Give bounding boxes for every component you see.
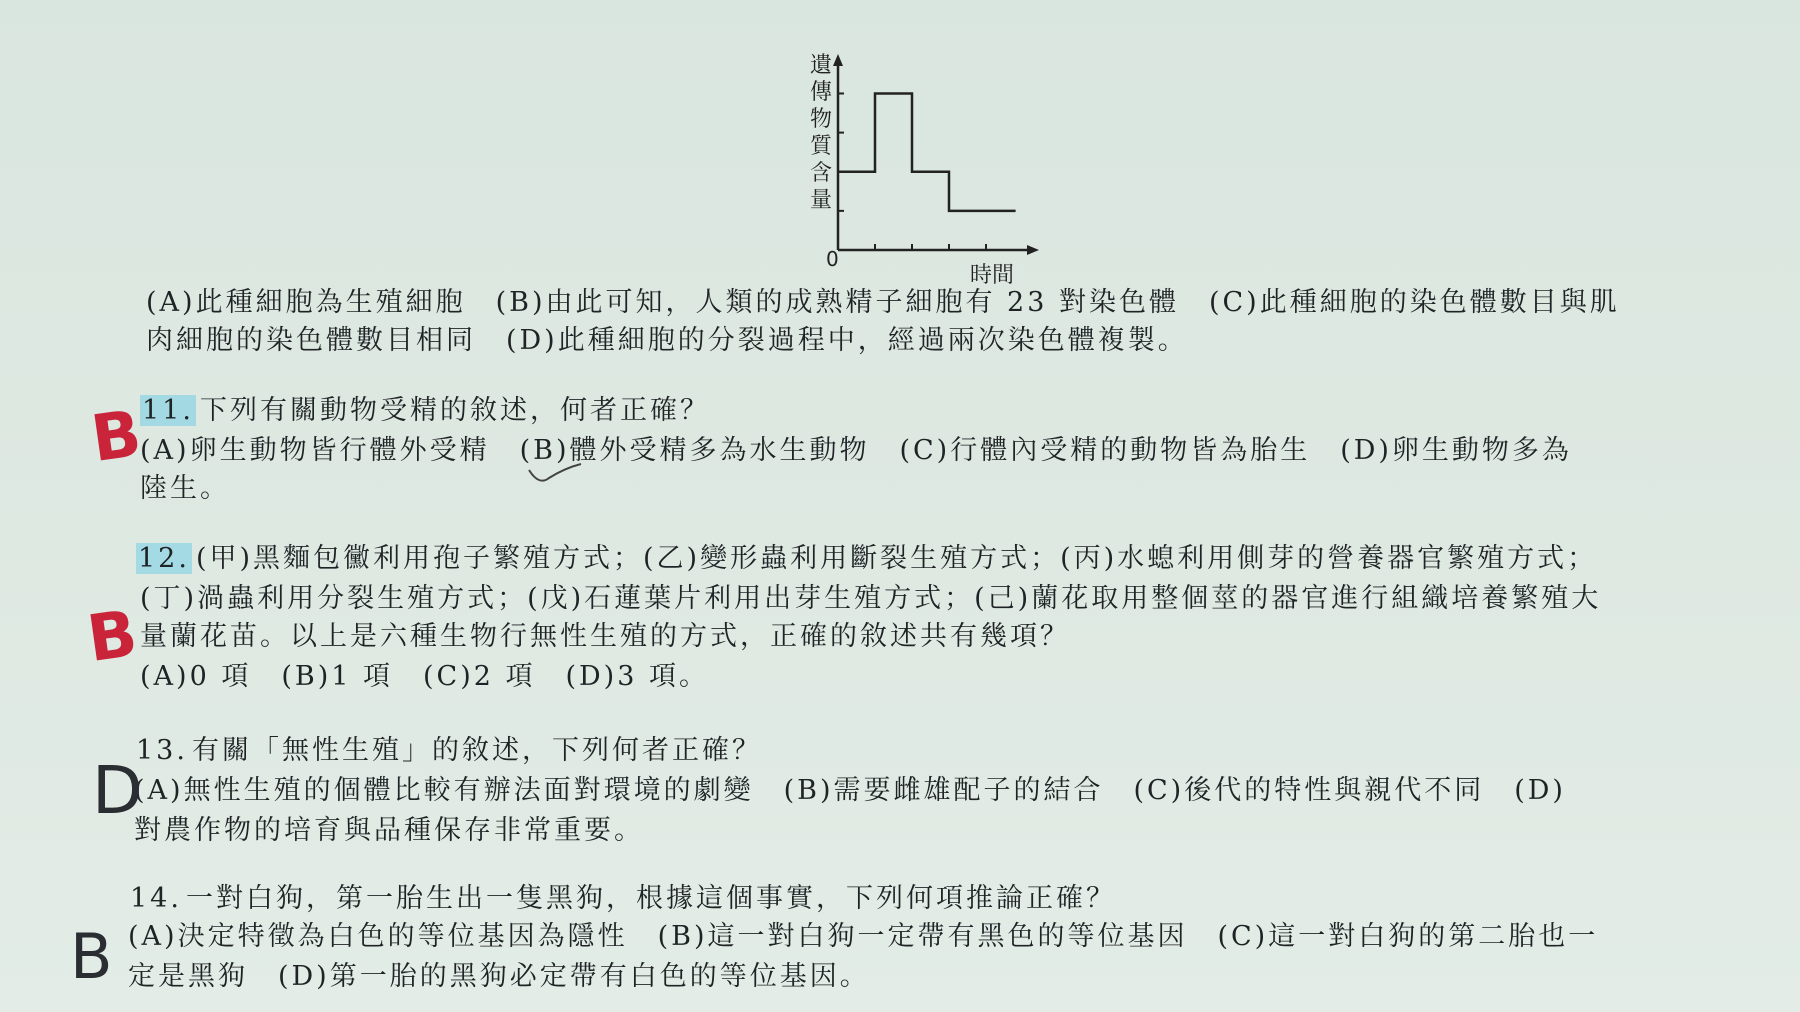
q12-text-line1: (甲)黑麵包黴利用孢子繁殖方式；(乙)變形蟲利用斷裂生殖方式；(丙)水螅利用側芽的營養器官繁殖方式； [195,543,1598,574]
q13-handwritten-answer: D [92,752,143,829]
q13-options-line2: 對農作物的培育與品種保存非常重要。 [134,815,644,846]
q11-handwritten-answer: B [87,396,146,478]
q11-stem: 下列有關動物受精的敘述，何者正確？ [199,395,710,426]
q14-stem: 一對白狗，第一胎生出一隻黑狗，根據這個事實，下列何項推論正確？ [185,883,1116,914]
q12-line2: (丁)渦蟲利用分裂生殖方式；(戊)石蓮葉片利用出芽生殖方式；(己)蘭花取用整個莖的器官進行組織培養繁殖大 [140,583,1602,614]
q12-line3: 量蘭花苗。以上是六種生物行無性生殖的方式，正確的敘述共有幾項？ [140,621,1070,652]
chart-series-line [838,93,1016,210]
q12-number: 12. [138,543,190,574]
q14-options-line1: (A)決定特徵為白色的等位基因為隱性 (B)這一對白狗一定帶有黑色的等位基因 (C)這一對白狗的第二胎也一 [128,921,1599,952]
q10-options-line1: (A)此種細胞為生殖細胞 (B)由此可知，人類的成熟精子細胞有 23 對染色體 (C)此種細胞的染色體數目與肌 [146,287,1620,318]
chart-y-label-char: 傳 [810,80,833,105]
q11-options-line1: (A)卵生動物皆行體外受精 (B)體外受精多為水生動物 (C)行體內受精的動物皆為胎生 (D)卵生動物多為 [140,435,1572,466]
q14-handwritten-answer: B [70,920,113,993]
q11-number: 11. [142,395,194,426]
chart-origin-label: 0 [826,247,839,271]
chart-y-label-char: 遺 [810,53,833,78]
chart-y-axis-label [810,53,833,213]
chart-y-label-char: 含 [810,161,833,186]
chart-y-label-char: 量 [810,188,833,213]
q10-options-line2: 肉細胞的染色體數目相同 (D)此種細胞的分裂過程中，經過兩次染色體複製。 [146,325,1188,356]
q11-options-line2: 陸生。 [140,473,230,504]
q13-number: 13. [136,735,188,766]
q14-stem-line [130,876,1116,915]
q12-line1 [136,536,1597,575]
q12-options: (A)0 項 (B)1 項 (C)2 項 (D)3 項。 [140,661,709,692]
q11-stem-line [140,388,710,427]
q14-options-line2: 定是黑狗 (D)第一胎的黑狗必定帶有白色的等位基因。 [128,961,870,992]
q14-number: 14. [130,883,182,914]
q13-options-line1: (A)無性生殖的個體比較有辦法面對環境的劇變 (B)需要雌雄配子的結合 (C)後代的特性與親代不同 (D) [134,775,1566,806]
chart-y-label-char: 物 [810,107,833,132]
q12-handwritten-answer: B [83,596,142,678]
chart-x-axis-label: 時間 [970,263,1015,288]
chart-y-arrow [833,54,843,66]
chart-x-arrow [1027,245,1039,255]
dna-content-chart [780,50,1040,290]
check-mark-icon [525,460,585,490]
chart-y-label-char: 質 [810,134,833,159]
q13-stem-line [136,728,762,767]
q13-stem: 有關「無性生殖」的敘述，下列何者正確？ [191,735,762,766]
